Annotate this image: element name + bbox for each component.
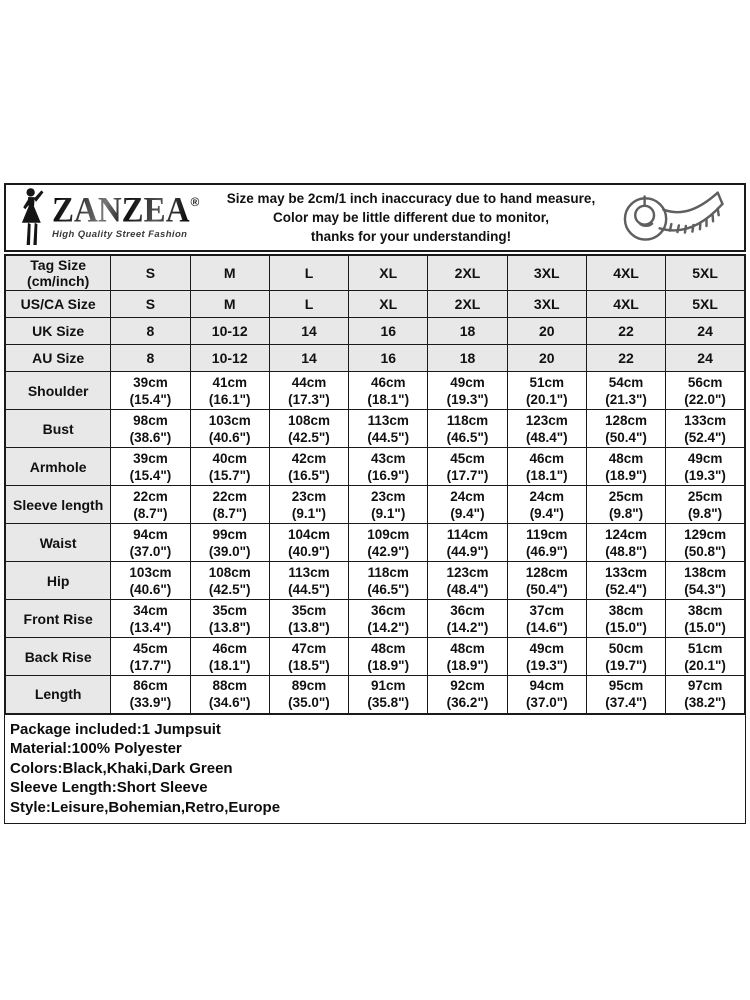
measure-cell: 109cm (42.9") [349, 524, 428, 562]
row-label: Back Rise [5, 638, 111, 676]
size-cell: 8 [111, 318, 190, 345]
measure-cell: 91cm (35.8") [349, 676, 428, 714]
content-area [4, 183, 746, 824]
size-cell: 5XL [666, 255, 745, 291]
measure-cell: 138cm (54.3") [666, 562, 745, 600]
row-label: Tag Size (cm/inch) [5, 255, 111, 291]
measure-cell: 113cm (44.5") [349, 410, 428, 448]
row-label: Front Rise [5, 600, 111, 638]
woman-silhouette-icon [14, 187, 50, 249]
row-label: Sleeve length [5, 486, 111, 524]
size-cell: XL [349, 255, 428, 291]
table-row [5, 448, 745, 486]
measure-cell: 118cm (46.5") [349, 562, 428, 600]
size-cell: S [111, 255, 190, 291]
measure-cell: 108cm (42.5") [269, 410, 348, 448]
size-cell: S [111, 291, 190, 318]
measure-cell: 34cm (13.4") [111, 600, 190, 638]
row-label: AU Size [5, 345, 111, 372]
size-cell: 22 [586, 345, 665, 372]
product-details [4, 715, 746, 825]
size-chart-table [4, 254, 746, 715]
size-cell: 24 [666, 345, 745, 372]
measure-cell: 133cm (52.4") [666, 410, 745, 448]
row-label: Hip [5, 562, 111, 600]
measure-cell: 23cm (9.1") [269, 486, 348, 524]
size-cell: 4XL [586, 291, 665, 318]
measure-cell: 39cm (15.4") [111, 372, 190, 410]
measure-cell: 50cm (19.7") [586, 638, 665, 676]
measure-cell: 118cm (46.5") [428, 410, 507, 448]
size-cell: 2XL [428, 255, 507, 291]
disclaimer-line-2: Color may be little different due to monitor, [272, 210, 550, 225]
measure-cell: 103cm (40.6") [111, 562, 190, 600]
row-label: Length [5, 676, 111, 714]
size-cell: XL [349, 291, 428, 318]
measure-cell: 46cm (18.1") [507, 448, 586, 486]
measure-cell: 49cm (19.3") [666, 448, 745, 486]
measure-cell: 97cm (38.2") [666, 676, 745, 714]
measure-cell: 94cm (37.0") [111, 524, 190, 562]
size-cell: 16 [349, 345, 428, 372]
brand-name: ZANZEA [52, 190, 190, 230]
measure-cell: 45cm (17.7") [111, 638, 190, 676]
measure-cell: 25cm (9.8") [586, 486, 665, 524]
size-cell: L [269, 255, 348, 291]
size-chart-table-body [5, 255, 745, 714]
table-row [5, 562, 745, 600]
table-row [5, 372, 745, 410]
size-cell: 18 [428, 318, 507, 345]
disclaimer-text [214, 189, 608, 246]
row-label: Bust [5, 410, 111, 448]
header-box [4, 183, 746, 252]
detail-line: Package included:1 Jumpsuit [10, 720, 221, 738]
measure-cell: 129cm (50.8") [666, 524, 745, 562]
measure-cell: 54cm (21.3") [586, 372, 665, 410]
measure-cell: 95cm (37.4") [586, 676, 665, 714]
table-row [5, 291, 745, 318]
size-cell: 20 [507, 318, 586, 345]
size-cell: 3XL [507, 291, 586, 318]
size-cell: M [190, 255, 269, 291]
measure-cell: 43cm (16.9") [349, 448, 428, 486]
table-row [5, 410, 745, 448]
size-cell: 22 [586, 318, 665, 345]
measure-cell: 94cm (37.0") [507, 676, 586, 714]
measure-cell: 37cm (14.6") [507, 600, 586, 638]
measure-cell: 128cm (50.4") [507, 562, 586, 600]
measure-cell: 22cm (8.7") [190, 486, 269, 524]
measure-cell: 36cm (14.2") [349, 600, 428, 638]
measure-cell: 56cm (22.0") [666, 372, 745, 410]
row-label: US/CA Size [5, 291, 111, 318]
measure-cell: 123cm (48.4") [507, 410, 586, 448]
size-cell: 14 [269, 318, 348, 345]
table-row [5, 524, 745, 562]
measure-cell: 88cm (34.6") [190, 676, 269, 714]
measure-cell: 51cm (20.1") [666, 638, 745, 676]
row-label: Shoulder [5, 372, 111, 410]
measure-cell: 113cm (44.5") [269, 562, 348, 600]
measure-cell: 41cm (16.1") [190, 372, 269, 410]
measure-cell: 35cm (13.8") [190, 600, 269, 638]
size-cell: 14 [269, 345, 348, 372]
measure-cell: 114cm (44.9") [428, 524, 507, 562]
size-cell: L [269, 291, 348, 318]
measure-cell: 46cm (18.1") [190, 638, 269, 676]
measure-cell: 103cm (40.6") [190, 410, 269, 448]
measure-cell: 38cm (15.0") [666, 600, 745, 638]
measure-cell: 45cm (17.7") [428, 448, 507, 486]
measure-cell: 49cm (19.3") [507, 638, 586, 676]
size-cell: 2XL [428, 291, 507, 318]
measure-cell: 42cm (16.5") [269, 448, 348, 486]
measure-cell: 25cm (9.8") [666, 486, 745, 524]
measure-cell: 24cm (9.4") [507, 486, 586, 524]
measure-cell: 22cm (8.7") [111, 486, 190, 524]
table-row [5, 600, 745, 638]
size-cell: 10-12 [190, 345, 269, 372]
size-cell: 10-12 [190, 318, 269, 345]
brand-logo [6, 187, 214, 249]
measure-cell: 123cm (48.4") [428, 562, 507, 600]
size-cell: 5XL [666, 291, 745, 318]
measure-cell: 24cm (9.4") [428, 486, 507, 524]
measure-cell: 48cm (18.9") [349, 638, 428, 676]
measure-cell: 99cm (39.0") [190, 524, 269, 562]
measure-cell: 104cm (40.9") [269, 524, 348, 562]
row-label: Armhole [5, 448, 111, 486]
disclaimer-line-3: thanks for your understanding! [310, 229, 512, 244]
measure-cell: 35cm (13.8") [269, 600, 348, 638]
table-row [5, 318, 745, 345]
measure-cell: 39cm (15.4") [111, 448, 190, 486]
measure-cell: 23cm (9.1") [349, 486, 428, 524]
table-row [5, 345, 745, 372]
row-label: Waist [5, 524, 111, 562]
brand-tagline: High Quality Street Fashion [52, 228, 188, 240]
size-cell: M [190, 291, 269, 318]
measure-cell: 40cm (15.7") [190, 448, 269, 486]
measure-cell: 48cm (18.9") [586, 448, 665, 486]
measure-cell: 36cm (14.2") [428, 600, 507, 638]
detail-line: Style:Leisure,Bohemian,Retro,Europe [10, 798, 281, 816]
measure-cell: 48cm (18.9") [428, 638, 507, 676]
measure-cell: 47cm (18.5") [269, 638, 348, 676]
size-cell: 3XL [507, 255, 586, 291]
table-row [5, 638, 745, 676]
table-row [5, 255, 745, 291]
size-cell: 4XL [586, 255, 665, 291]
measure-cell: 44cm (17.3") [269, 372, 348, 410]
size-cell: 18 [428, 345, 507, 372]
table-row [5, 676, 745, 714]
measure-cell: 108cm (42.5") [190, 562, 269, 600]
registered-mark: ® [190, 194, 200, 209]
table-row [5, 486, 745, 524]
detail-line: Material:100% Polyester [10, 740, 182, 757]
disclaimer-line-1: Size may be 2cm/1 inch inaccuracy due to hand measure, [226, 191, 596, 206]
measure-cell: 92cm (36.2") [428, 676, 507, 714]
size-cell: 20 [507, 345, 586, 372]
detail-line: Colors:Black,Khaki,Dark Green [10, 759, 233, 777]
detail-line: Sleeve Length:Short Sleeve [10, 779, 208, 796]
measure-cell: 98cm (38.6") [111, 410, 190, 448]
measure-cell: 49cm (19.3") [428, 372, 507, 410]
size-cell: 8 [111, 345, 190, 372]
measure-cell: 119cm (46.9") [507, 524, 586, 562]
measure-cell: 128cm (50.4") [586, 410, 665, 448]
size-cell: 16 [349, 318, 428, 345]
measure-cell: 86cm (33.9") [111, 676, 190, 714]
measure-cell: 124cm (48.8") [586, 524, 665, 562]
measuring-tape-icon [608, 188, 730, 248]
measure-cell: 133cm (52.4") [586, 562, 665, 600]
measure-cell: 51cm (20.1") [507, 372, 586, 410]
measure-cell: 38cm (15.0") [586, 600, 665, 638]
size-cell: 24 [666, 318, 745, 345]
measure-cell: 89cm (35.0") [269, 676, 348, 714]
measure-cell: 46cm (18.1") [349, 372, 428, 410]
row-label: UK Size [5, 318, 111, 345]
